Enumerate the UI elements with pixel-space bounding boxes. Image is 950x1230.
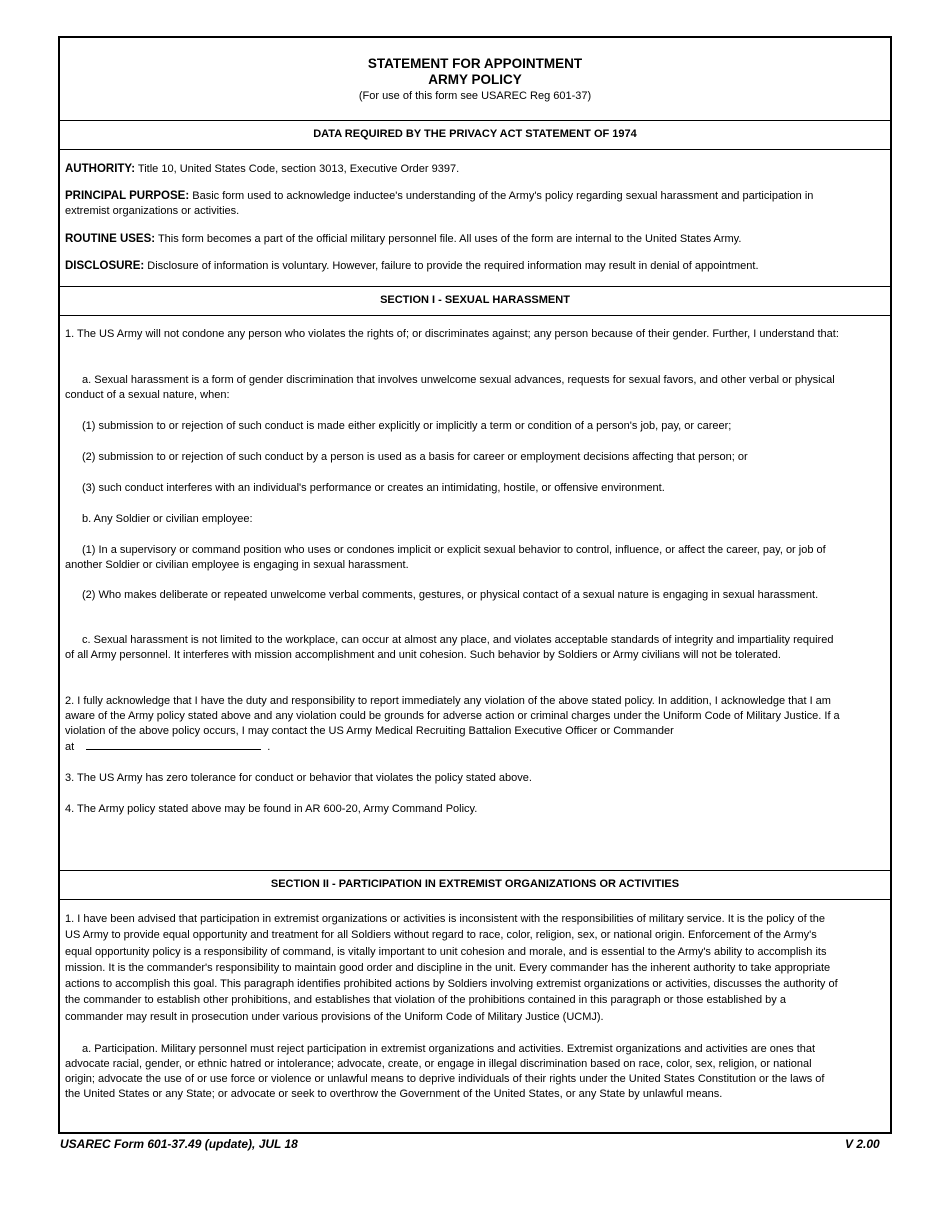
section-1-paragraph-1a-1: (1) submission to or rejection of such conduct is made either explicitly or implicitly a term or condition of a person's job, pay, or career; xyxy=(82,420,732,432)
divider xyxy=(60,870,890,871)
section-1-paragraph-1a: a. Sexual harassment is a form of gender discrimination that involves unwelcome sexual advances, requests for sexual favors, and other verbal or physical conduct of a sexual nature, when: xyxy=(65,374,835,401)
disclosure-statement xyxy=(65,259,840,274)
period: . xyxy=(267,741,271,753)
form-header xyxy=(60,38,890,120)
contact-location-blank[interactable] xyxy=(86,739,261,750)
section-2-heading: SECTION II - PARTICIPATION IN EXTREMIST ORGANIZATIONS OR ACTIVITIES xyxy=(270,878,680,890)
routine-uses-statement xyxy=(65,232,840,247)
disclosure-text: Disclosure of information is voluntary. However, failure to provide the required information may result in denial of appointment. xyxy=(147,260,759,272)
section-1-paragraph-1b-1: (1) In a supervisory or command position who uses or condones implicit or explicit sexual behavior to control, influence, or affect the career, pay, or job of another Soldier or civilian employee is engaging in sexual harassment. xyxy=(65,544,826,571)
divider xyxy=(60,315,890,316)
routine-uses-text: This form becomes a part of the official military personnel file. All uses of the form are internal to the United States Army. xyxy=(157,233,742,245)
section-1-paragraph-1: 1. The US Army will not condone any person who violates the rights of; or discriminates against; any person because of their gender. Further, I understand that: xyxy=(65,328,839,340)
form-frame xyxy=(58,36,892,1134)
at-label: at xyxy=(65,741,75,753)
section-1-paragraph-1a-3: (3) such conduct interferes with an individual's performance or creates an intimidating, hostile, or offensive environment. xyxy=(82,482,665,494)
section-1-paragraph-1a-2: (2) submission to or rejection of such conduct by a person is used as a basis for career or employment decisions affecting that person; or xyxy=(82,451,748,463)
divider xyxy=(60,149,890,150)
section-1-paragraph-4: 4. The Army policy stated above may be found in AR 600-20, Army Command Policy. xyxy=(65,803,478,815)
divider xyxy=(60,899,890,900)
section-1-heading: SECTION I - SEXUAL HARASSMENT xyxy=(380,294,570,306)
divider xyxy=(60,286,890,287)
form-usage-note: (For use of this form see USAREC Reg 601-37) xyxy=(358,90,592,102)
form-version: V 2.00 xyxy=(845,1137,880,1151)
contact-location-line xyxy=(65,739,840,755)
section-2-paragraph-1: 1. I have been advised that participation in extremist organizations or activities is inconsistent with the responsibilities of military service. It is the policy of the US Army to provide equal opportunity and treatment for all Soldiers without regard to race, color, religion, sex, or national origin. Enforcement of the Army's equal opportunity policy is a responsibility of command, is vitally important to unit cohesion and morale, and is essential to the Army's ability to accomplish its mission. It is the commander's responsibility to maintain good order and discipline in the unit. Every commander has the inherent authority to take appropriate actions to accomplish this goal. This paragraph identifies prohibited actions by Soldiers involving extremist organizations or activities, discusses the authority of the commander to establish other prohibitions, and establishes that violation of the prohibitions contained in this paragraph or those established by a commander may result in prosecution under various provisions of the Uniform Code of Military Justice (UCMJ). xyxy=(65,913,838,1023)
form-title: STATEMENT FOR APPOINTMENT xyxy=(367,56,583,71)
section-1-paragraph-3: 3. The US Army has zero tolerance for conduct or behavior that violates the policy stated above. xyxy=(65,772,532,784)
section-1-paragraph-1c: c. Sexual harassment is not limited to the workplace, can occur at almost any place, and violates acceptable standards of integrity and impartiality required of all Army personnel. It interferes with mission accomplishment and unit cohesion. Such behavior by Soldiers or Army civilians will not be tolerated. xyxy=(65,634,834,661)
principal-purpose-text: Basic form used to acknowledge inductee's understanding of the Army's policy regarding sexual harassment and participation in extremist organizations or activities. xyxy=(65,190,814,217)
authority-label: AUTHORITY: xyxy=(65,163,136,175)
authority-statement xyxy=(65,162,840,177)
disclosure-label: DISCLOSURE: xyxy=(65,260,145,272)
section-2-paragraph-1a: a. Participation. Military personnel must reject participation in extremist organizations and activities. Extremist organizations and activities are ones that advocate racial, gender, or ethnic hatred or intolerance; advocate, create, or engage in illegal discrimination based on race, color, sex, religion, or national origin; advocate the use of or use force or violence or unlawful means to deprive individuals of their rights under the United States Constitution or the laws of the United States or any State; or advocate or seek to overthrow the Government of the United States, or any State by unlawful means. xyxy=(65,1043,825,1100)
section-1-paragraph-1b: b. Any Soldier or civilian employee: xyxy=(82,513,253,525)
routine-uses-label: ROUTINE USES: xyxy=(65,233,156,245)
divider xyxy=(60,120,890,121)
principal-purpose-label: PRINCIPAL PURPOSE: xyxy=(65,190,190,202)
section-1-paragraph-2: 2. I fully acknowledge that I have the duty and responsibility to report immediately any violation of the above stated policy. In addition, I acknowledge that I am aware of the Army policy stated above and any violation could be grounds for adverse action or criminal charges under the Uniform Code of Military Justice. If a violation of the above policy occurs, I may contact the US Army Medical Recruiting Battalion Executive Officer or Commander xyxy=(65,695,840,737)
form-subtitle: ARMY POLICY xyxy=(428,72,522,87)
section-1-paragraph-1b-2: (2) Who makes deliberate or repeated unwelcome verbal comments, gestures, or physical contact of a sexual nature is engaging in sexual harassment. xyxy=(82,589,819,601)
form-identifier: USAREC Form 601-37.49 (update), JUL 18 xyxy=(60,1137,298,1151)
principal-purpose-statement xyxy=(65,189,840,219)
privacy-act-heading: DATA REQUIRED BY THE PRIVACY ACT STATEMENT OF 1974 xyxy=(313,128,637,140)
authority-text: Title 10, United States Code, section 3013, Executive Order 9397. xyxy=(137,163,460,175)
